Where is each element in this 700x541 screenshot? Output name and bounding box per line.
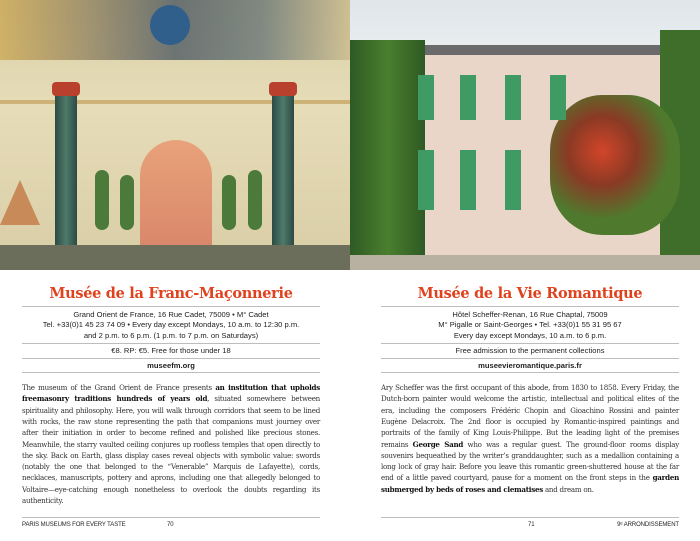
- museum-entry-vie-romantique: [381, 282, 679, 495]
- body-segment: The museum of the Grand Orient de France presents: [22, 383, 216, 393]
- address: Hôtel Scheffer-Renan, 16 Rue Chaptal, 75009: [452, 310, 608, 319]
- body-text: [381, 382, 679, 495]
- body-text: [22, 382, 320, 506]
- hours-line-2: and 2 p.m. to 6 p.m. (1 p.m. to 7 p.m. on Saturdays): [83, 330, 259, 340]
- website-link[interactable]: museevieromantique.paris.fr: [478, 360, 582, 370]
- body-segment: , situated somewhere between spirituality and philosophy. Here, you will walk through corridors that seem to be lined with rocks, the raw stone representing the path that companions must journey over after their initiation in order to become refined and polished like precious stones. Meanwhile, the starry vaulted ceiling conjures up roofless temples that open directly to the sky. Back on Earth, glass display cases reveal objects with symbolic value: swords (notably the one that belonged to the “Venerable” Marquis de Lafayette), cords, necklaces, manuscripts, pottery and aprons, including one that allegedly belonged to Voltaire—eye-catching enough nonetheless to overlook the doubts regarding its authenticity.: [22, 394, 320, 505]
- masonic-painting-photo: [0, 0, 350, 270]
- bold-highlight: garden submerged by beds of roses and clematises: [381, 473, 679, 494]
- museum-title: Musée de la Franc-Maçonnerie: [49, 285, 293, 302]
- website-link[interactable]: museefm.org: [147, 360, 195, 370]
- body-segment: and dream on.: [542, 484, 594, 494]
- romantic-house-photo: [350, 0, 700, 270]
- hours: Every day except Mondays, 10 a.m. to 6 p.m.: [453, 330, 607, 340]
- body-segment: Ary Scheffer was the first occupant of this abode, from 1830 to 1858. Every Friday, the Dutch-born painter would welcome the artistic, intellectual and political elites of the era, including the composers Frédéric Chopin and Gioachino Rossini and painter Eugène Delacroix. The 2nd floor is occupied by Romantic-inspired paintings and portraits of the family of King Louis-Philippe. But the leading light of the premises remains: [381, 383, 679, 449]
- address-hours: [381, 307, 679, 343]
- divider: [381, 372, 679, 373]
- running-title: 9ᵉ ARRONDISSEMENT: [617, 522, 679, 528]
- page-number: 71: [528, 522, 535, 528]
- address-hours: [22, 307, 320, 343]
- page-number: 70: [167, 522, 174, 528]
- body-segment: who was a regular guest. The ground-floor rooms display souvenirs bequeathed by the writer’s granddaughter, such as a medallion containing a long lock of gray hair. Before you leave this romantic green-shuttered house at the far end of a little paved courtyard, pause for a moment on the front steps in the: [381, 439, 680, 483]
- bold-highlight: an institution that upholds freemasonry traditions hundreds of years old: [22, 383, 320, 404]
- divider: [22, 372, 320, 373]
- price: €8. RP: €5. Free for those under 18: [111, 346, 231, 356]
- price: Free admission to the permanent collections: [455, 346, 605, 356]
- hours-line-1: Tel. +33(0)1 45 23 74 09 • Every day except Mondays, 10 a.m. to 12:30 p.m.: [42, 320, 300, 330]
- museum-entry-franc-maconnerie: [22, 282, 320, 506]
- bold-highlight: George Sand: [412, 439, 464, 449]
- running-title: PARIS MUSEUMS FOR EVERY TASTE: [22, 522, 126, 528]
- footer-right: [381, 517, 679, 528]
- footer-left: [22, 517, 320, 528]
- museum-title: Musée de la Vie Romantique: [417, 285, 643, 302]
- contact: M° Pigalle or Saint-Georges • Tel. +33(0)1 55 31 95 67: [438, 320, 622, 330]
- address: Grand Orient de France, 16 Rue Cadet, 75009 • M° Cadet: [73, 310, 269, 319]
